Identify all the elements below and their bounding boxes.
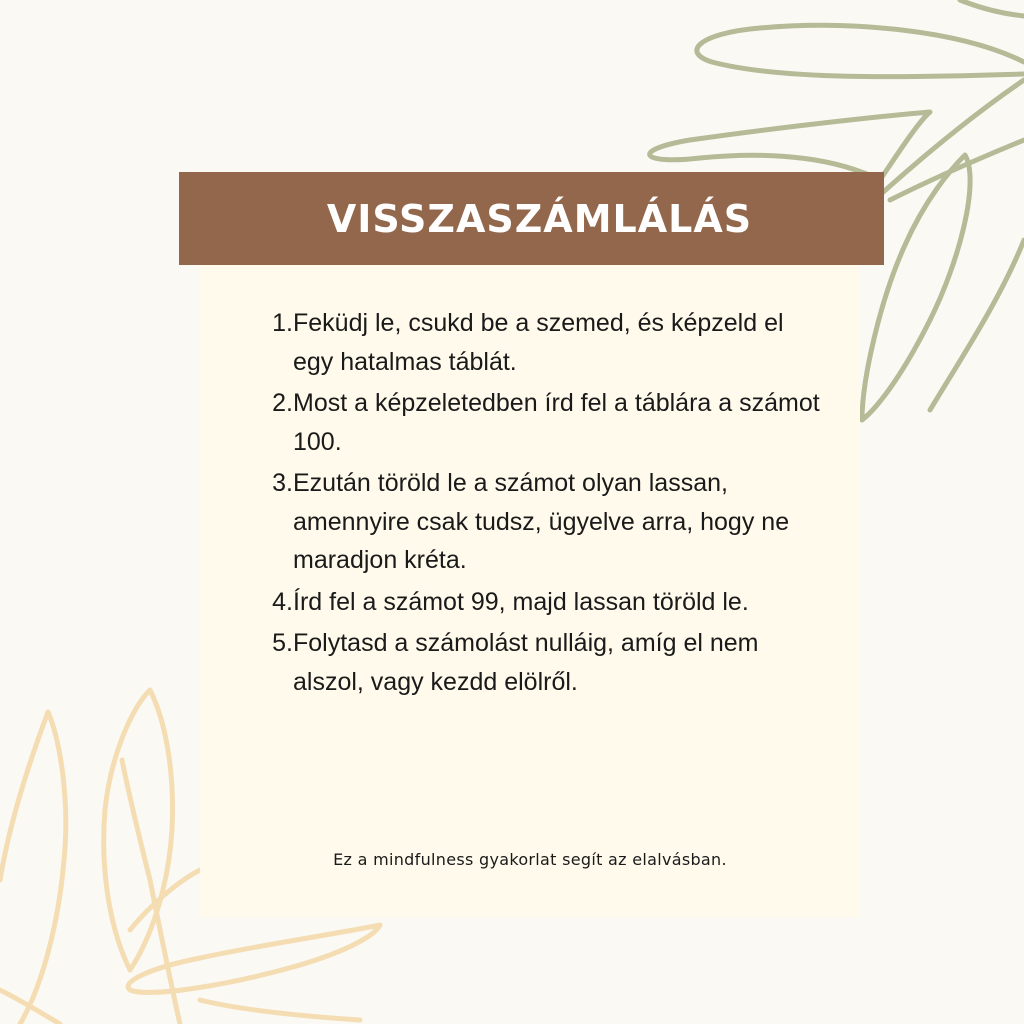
list-item [262,384,822,461]
step-text: Folytasd a számolást nulláig, amíg el nem alszol, vagy kezdd elölről. [293,629,759,696]
step-text: Feküdj le, csukd be a szemed, és képzeld el egy hatalmas táblát. [293,309,784,376]
footer-note: Ez a mindfulness gyakorlat segít az elalvásban. [333,850,727,869]
list-item [262,304,822,381]
title-bar [179,172,884,265]
step-number: 5. [272,629,293,657]
list-item [262,583,822,622]
step-text: Írd fel a számot 99, majd lassan töröld le. [293,587,749,616]
list-item [262,624,822,701]
page-title: VISSZASZÁMLÁLÁS [326,196,753,241]
step-text: Ezután töröld le a számot olyan lassan, amennyire csak tudsz, ügyelve arra, hogy ne maradjon kréta. [293,469,790,574]
steps-list [262,304,822,704]
step-number: 2. [272,389,293,417]
step-number: 3. [272,469,293,497]
step-number: 4. [272,587,293,616]
step-text: Most a képzeletedben írd fel a táblára a számot 100. [293,389,820,456]
list-item [262,464,822,580]
step-number: 1. [272,309,293,337]
